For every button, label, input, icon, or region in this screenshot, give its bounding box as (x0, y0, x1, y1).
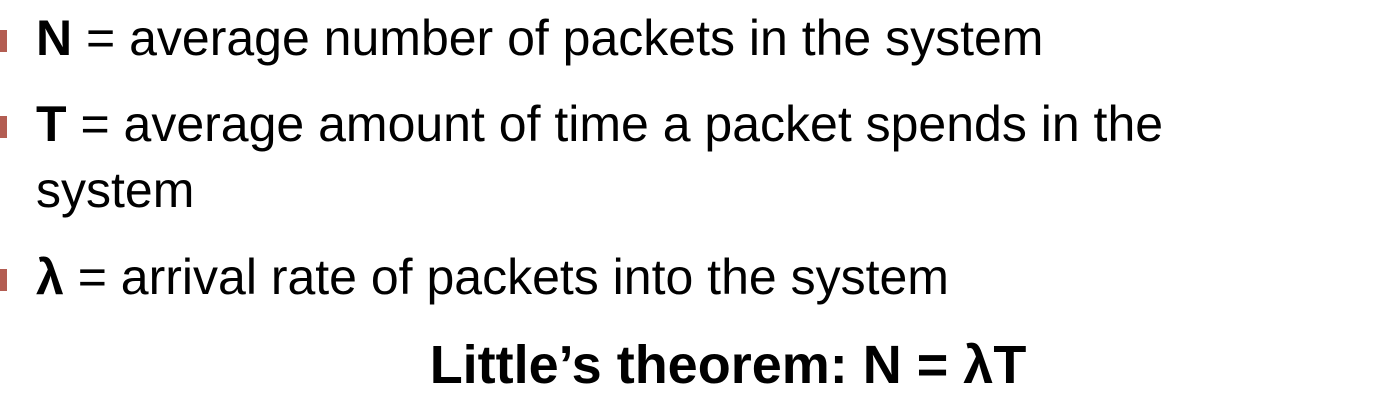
definition-item-n (36, 5, 1356, 71)
symbol-lambda: λ (36, 249, 64, 305)
definition-item-lambda (36, 244, 1356, 310)
symbol-n: N (36, 10, 73, 66)
definition-text-t-continuation: system (36, 162, 195, 218)
bullet-marker (0, 116, 7, 138)
definition-text-n: = average number of packets in the system (72, 10, 1044, 66)
definition-text-lambda: = arrival rate of packets into the system (63, 249, 949, 305)
definition-text-t: = average amount of time a packet spends in the (66, 96, 1164, 152)
theorem-statement: Little’s theorem: N = λT (429, 335, 1027, 395)
definition-item-t (36, 91, 1356, 223)
bullet-marker (0, 30, 7, 52)
symbol-t: T (36, 96, 67, 152)
bullet-marker (0, 269, 7, 291)
